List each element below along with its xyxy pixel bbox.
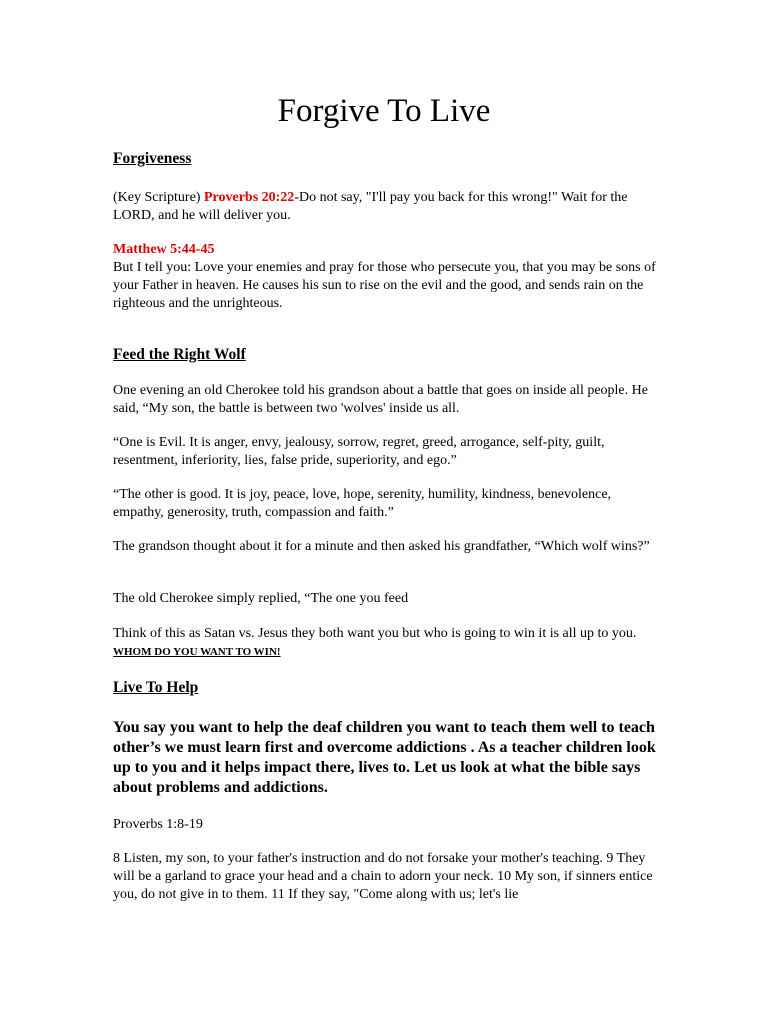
wolf-paragraph-1: One evening an old Cherokee told his grandson about a battle that goes on inside all people. He said, “My son, the battle is between two 'wolves' inside us all. — [113, 383, 648, 416]
verse-text: But I tell you: Love your enemies and pray for those who persecute you, that you may be sons of your Father in heaven. He causes his sun to rise on the evil and the good, and sends rain on the righteous and the unrighteous. — [113, 260, 656, 311]
forgiveness-heading-block — [113, 150, 658, 168]
section-heading-wolf: Feed the Right Wolf — [113, 346, 246, 363]
wolf-paragraph-3: “The other is good. It is joy, peace, love, hope, serenity, humility, kindness, benevolence, empathy, generosity, truth, compassion and faith.” — [113, 487, 612, 520]
emphasis-text: WHOM DO YOU WANT TO WIN! — [113, 646, 281, 658]
key-scripture-reference: Proverbs 20:22 — [203, 190, 295, 205]
verse-reference: Matthew 5:44-45 — [113, 242, 215, 257]
wolf-paragraph-6: Think of this as Satan vs. Jesus they both want you but who is going to win it is all up to you. WHOM DO YOU WANT TO WIN! — [113, 626, 637, 658]
key-scripture-text: -Do not say, "I'll pay you back for this wrong!" Wait for the LORD, and he will deliver you. — [113, 190, 628, 223]
section-heading-forgiveness: Forgiveness — [113, 150, 192, 167]
key-scripture-label: (Key Scripture) — [113, 190, 204, 205]
proverbs-reference: Proverbs 1:8-19 — [113, 817, 203, 832]
wolf-paragraph-2: “One is Evil. It is anger, envy, jealousy, sorrow, regret, greed, arrogance, self-pity, guilt, resentment, inferiority, lies, false pride, superiority, and ego.” — [113, 435, 605, 468]
key-scripture-paragraph — [113, 189, 658, 225]
section-heading-live-to-help: Live To Help — [113, 679, 199, 696]
proverbs-verses: 8 Listen, my son, to your father's instruction and do not forsake your mother's teaching. 9 They will be a garland to grace your head and a chain to adorn your neck. 10 My son, if sinners entice you, do not give in to them. 11 If they say, "Come along with us; let's lie — [113, 851, 653, 902]
wolf-paragraph-5: The old Cherokee simply replied, “The one you feed — [113, 591, 409, 606]
live-heading-block — [113, 679, 658, 697]
matthew-paragraph — [113, 241, 658, 313]
page-title: Forgive To Live — [277, 93, 491, 129]
live-intro-paragraph: You say you want to help the deaf children you want to teach them well to teach other’s we must learn first and overcome addictions . As a teacher children look up to you and it helps impact there, lives to. Let us look at what the bible says about problems and addictions. — [113, 719, 656, 796]
wolf-paragraph-4: The grandson thought about it for a minute and then asked his grandfather, “Which wolf wins?” — [113, 539, 650, 554]
wolf-heading-block — [113, 346, 658, 364]
